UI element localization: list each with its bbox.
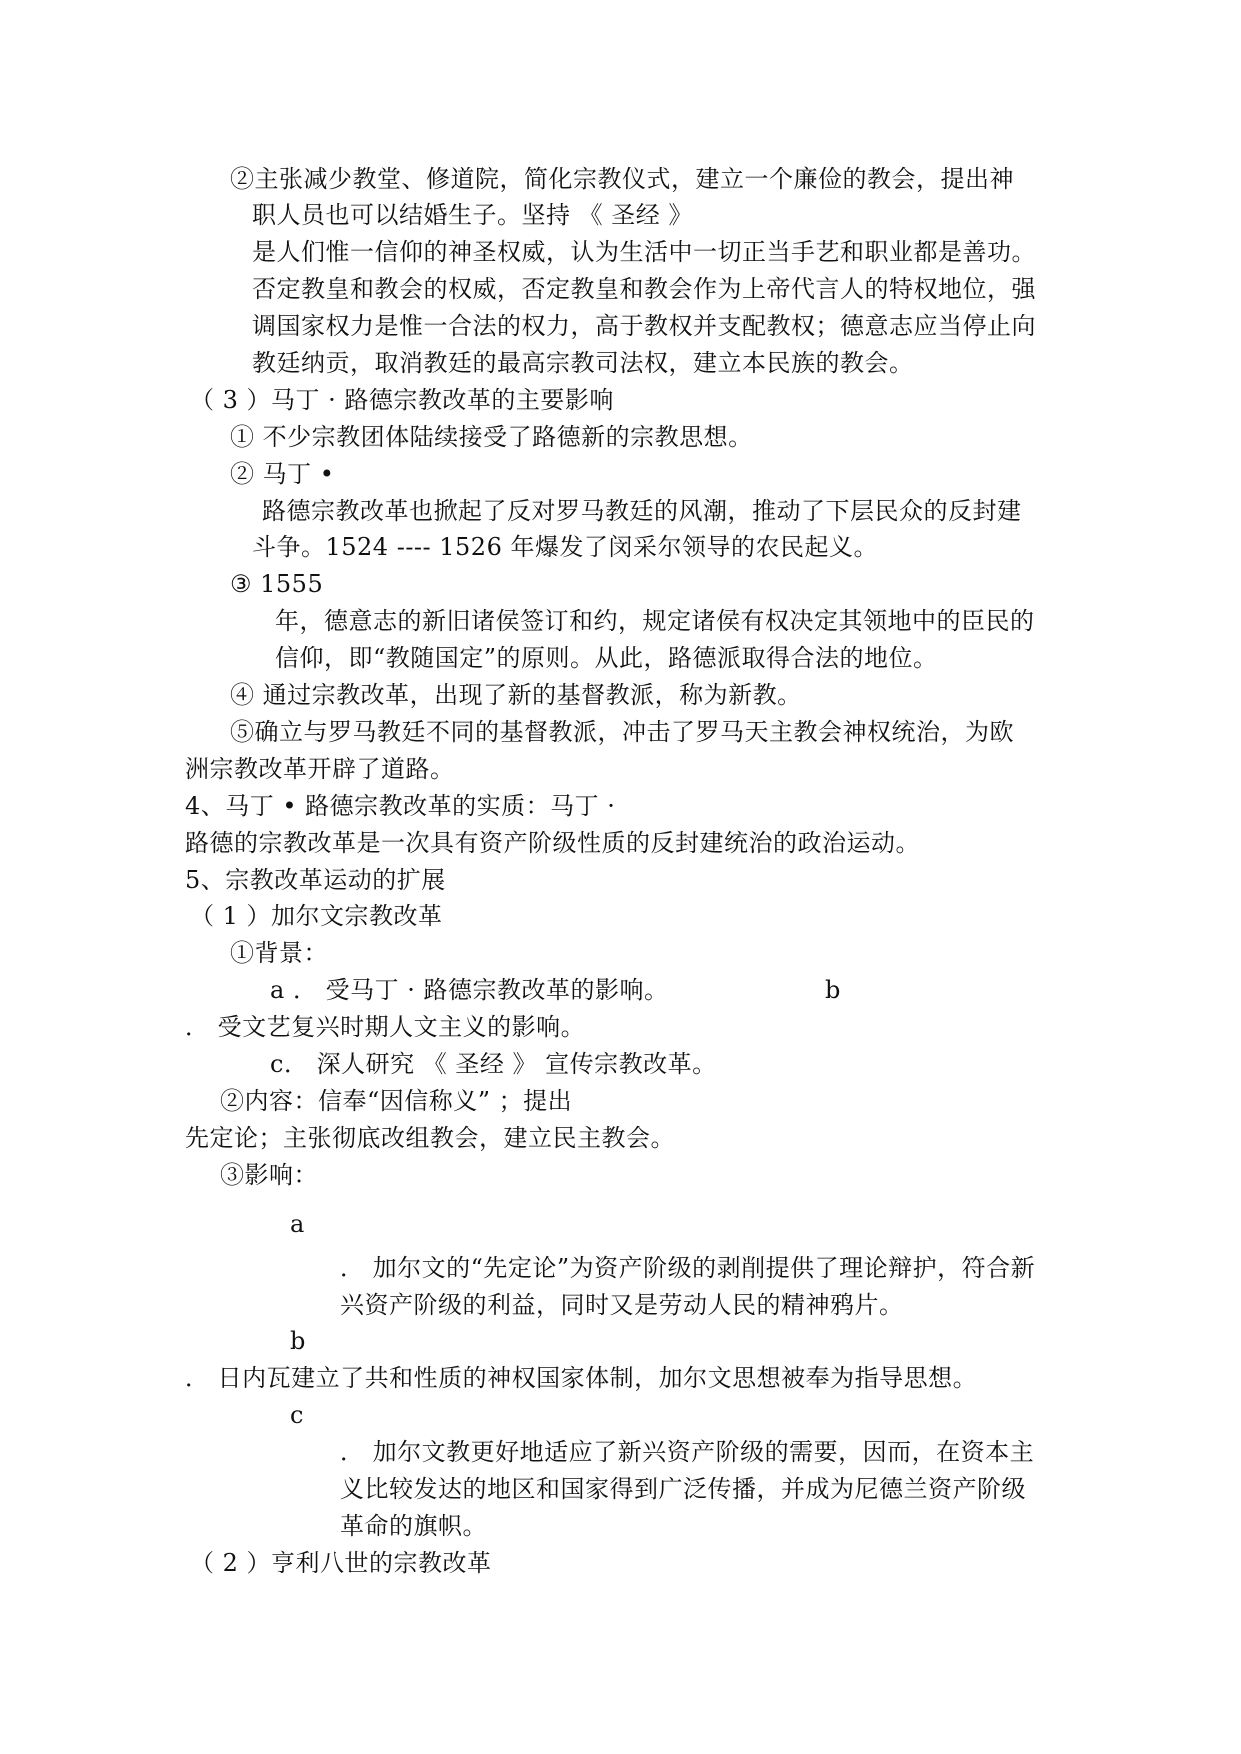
section-heading: （ 3 ）马丁 · 路德宗教改革的主要影响 xyxy=(190,386,614,414)
paragraph-line: ． 受文艺复兴时期人文主义的影响。 xyxy=(185,1013,586,1041)
paragraph-line: ③影响： xyxy=(220,1161,318,1189)
paragraph-line: 洲宗教改革开辟了道路。 xyxy=(185,755,455,783)
paragraph-line: ④ 通过宗教改革，出现了新的基督教派，称为新教。 xyxy=(230,681,802,709)
paragraph-line: 义比较发达的地区和国家得到广泛传播，并成为尼德兰资产阶级 xyxy=(340,1475,1026,1503)
paragraph-line: 先定论；主张彻底改组教会，建立民主教会。 xyxy=(185,1124,675,1152)
list-marker: b xyxy=(290,1327,306,1355)
paragraph-line: ②主张减少教堂、修道院，简化宗教仪式，建立一个廉俭的教会，提出神 xyxy=(230,165,1014,193)
paragraph-line: 路德的宗教改革是一次具有资产阶级性质的反封建统治的政治运动。 xyxy=(185,829,920,857)
paragraph-line: 斗争。1524 ---- 1526 年爆发了闵采尔领导的农民起义。 xyxy=(252,533,878,561)
list-marker: a xyxy=(290,1210,305,1238)
section-heading: （ 2 ）亨利八世的宗教改革 xyxy=(190,1549,492,1577)
paragraph-line: ③ 1555 xyxy=(230,570,324,598)
paragraph-line: ． 加尔文的“先定论”为资产阶级的剥削提供了理论辩护，符合新 xyxy=(340,1254,1036,1282)
paragraph-line: a ． 受马丁 · 路德宗教改革的影响。 xyxy=(270,976,669,1004)
paragraph-line: 是人们惟一信仰的神圣权威，认为生活中一切正当手艺和职业都是善功。 xyxy=(252,238,1036,266)
paragraph-line: 否定教皇和教会的权威，否定教皇和教会作为上帝代言人的特权地位，强 xyxy=(252,275,1036,303)
paragraph-line: ⑤确立与罗马教廷不同的基督教派，冲击了罗马天主教会神权统治，为欧 xyxy=(230,718,1014,746)
paragraph-line: ② 马丁 • xyxy=(230,460,335,488)
section-heading: 5、宗教改革运动的扩展 xyxy=(185,866,446,894)
paragraph-line: 革命的旗帜。 xyxy=(340,1512,487,1540)
section-heading: 4、马丁 • 路德宗教改革的实质：马丁 · xyxy=(185,792,616,820)
paragraph-line: ① 不少宗教团体陆续接受了路德新的宗教思想。 xyxy=(230,423,753,451)
paragraph-line: ①背景： xyxy=(230,939,328,967)
paragraph-line: 教廷纳贡，取消教廷的最高宗教司法权，建立本民族的教会。 xyxy=(252,349,914,377)
paragraph-line: ． 日内瓦建立了共和性质的神权国家体制，加尔文思想被奉为指导思想。 xyxy=(185,1364,978,1392)
section-heading: （ 1 ）加尔文宗教改革 xyxy=(190,902,443,930)
paragraph-line: 职人员也可以结婚生子。坚持 《 圣经 》 xyxy=(252,201,693,229)
paragraph-line: c． 深人研究 《 圣经 》 宣传宗教改革。 xyxy=(270,1050,717,1078)
list-marker: b xyxy=(825,976,841,1004)
paragraph-line: ． 加尔文教更好地适应了新兴资产阶级的需要，因而，在资本主 xyxy=(340,1438,1035,1466)
paragraph-line: 信仰，即“教随国定”的原则。从此，路德派取得合法的地位。 xyxy=(275,644,938,672)
paragraph-line: 调国家权力是惟一合法的权力，高于教权并支配教权；德意志应当停止向 xyxy=(252,312,1036,340)
paragraph-line: 兴资产阶级的利益，同时又是劳动人民的精神鸦片。 xyxy=(340,1291,904,1319)
paragraph-line: 路德宗教改革也掀起了反对罗马教廷的风潮，推动了下层民众的反封建 xyxy=(262,497,1022,525)
list-marker: c xyxy=(290,1401,304,1429)
paragraph-line: ②内容：信奉“因信称义” ；提出 xyxy=(220,1087,573,1115)
paragraph-line: 年，德意志的新旧诸侯签订和约，规定诸侯有权决定其领地中的臣民的 xyxy=(275,607,1035,635)
